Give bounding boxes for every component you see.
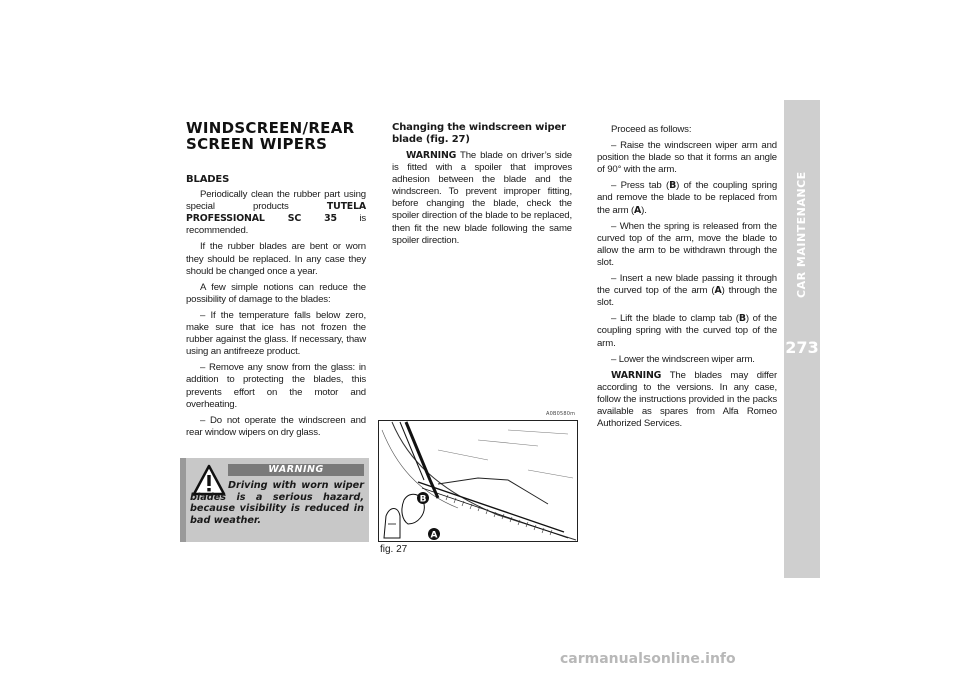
wiper-blade-figure: [378, 420, 578, 542]
paragraph: – Lower the windscreen wiper arm.: [611, 353, 755, 365]
paragraph: – If the temperature falls below zero, make sure that ice has not frozen the rubber against the glass. If necessary, thaw using an antifreeze product.: [186, 309, 366, 358]
column-1: [186, 120, 366, 443]
paragraph: Proceed as follows:: [611, 124, 692, 135]
page-title: WINDSCREEN/REAR SCREEN WIPERS: [186, 119, 355, 153]
figure-label-a: A: [430, 530, 438, 541]
paragraph: – When the spring is released from the curved top of the arm, move the blade to allow the arm to be withdrawn through the slot.: [597, 220, 777, 268]
paragraph: – Press tab (B) of the coupling spring and remove the blade to be replaced from the arm (A).: [597, 180, 778, 216]
page-number: 273: [785, 338, 819, 357]
section-title-vertical: [784, 108, 820, 308]
paragraph: WARNING The blades may differ according to the versions. In any case, follow the instructions provided in the packs available as spares from Alfa Romeo Authorized Services.: [597, 369, 777, 430]
warning-label: WARNING: [228, 464, 364, 476]
section-title: CAR MAINTENANCE: [795, 171, 808, 298]
watermark: carmanualsonline.info: [560, 651, 736, 667]
warning-text: Driving with worn wiper blades is a serious hazard, because visibility is reduced in bad weather.: [190, 480, 364, 526]
figure-code: A0B0580m: [546, 411, 576, 417]
paragraph: Periodically clean the rubber part using special products TUTELA PROFESSIONAL SC 35 is recommended.: [186, 189, 366, 237]
section-side-tab: [784, 100, 820, 578]
blades-heading: BLADES: [186, 174, 230, 185]
paragraph: – Lift the blade to clamp tab (B) of the coupling spring with the curved top of the arm.: [597, 313, 777, 349]
paragraph: WARNING The blade on driver’s side is fitted with a spoiler that improves adhesion between the blade and the windscreen. To prevent improper fitting, before changing the blade, check the spoiler direction of the blade to be replaced, then fit the new blade following the same spoiler direction.: [392, 150, 572, 246]
section-heading: Changing the windscreen wiper blade (fig. 27): [392, 122, 566, 145]
figure-label-b: B: [419, 494, 427, 505]
paragraph: – Do not operate the windscreen and rear window wipers on dry glass.: [186, 414, 366, 438]
paragraph: – Remove any snow from the glass: in addition to protecting the blades, this prevents effort on the motor and overheating.: [186, 362, 366, 410]
paragraph: – Insert a new blade passing it through the curved top of the arm (A) through the slot.: [597, 273, 778, 309]
paragraph: If the rubber blades are bent or worn they should be replaced. In any case they should be changed once a year.: [186, 241, 366, 277]
figure-caption: fig. 27: [380, 544, 408, 555]
paragraph: – Raise the windscreen wiper arm and position the blade so that it forms an angle of 90° with the arm.: [597, 140, 777, 176]
column-2: [392, 122, 572, 251]
column-3: [597, 124, 777, 434]
paragraph: A few simple notions can reduce the possibility of damage to the blades:: [186, 281, 366, 305]
warning-box: [180, 458, 369, 542]
